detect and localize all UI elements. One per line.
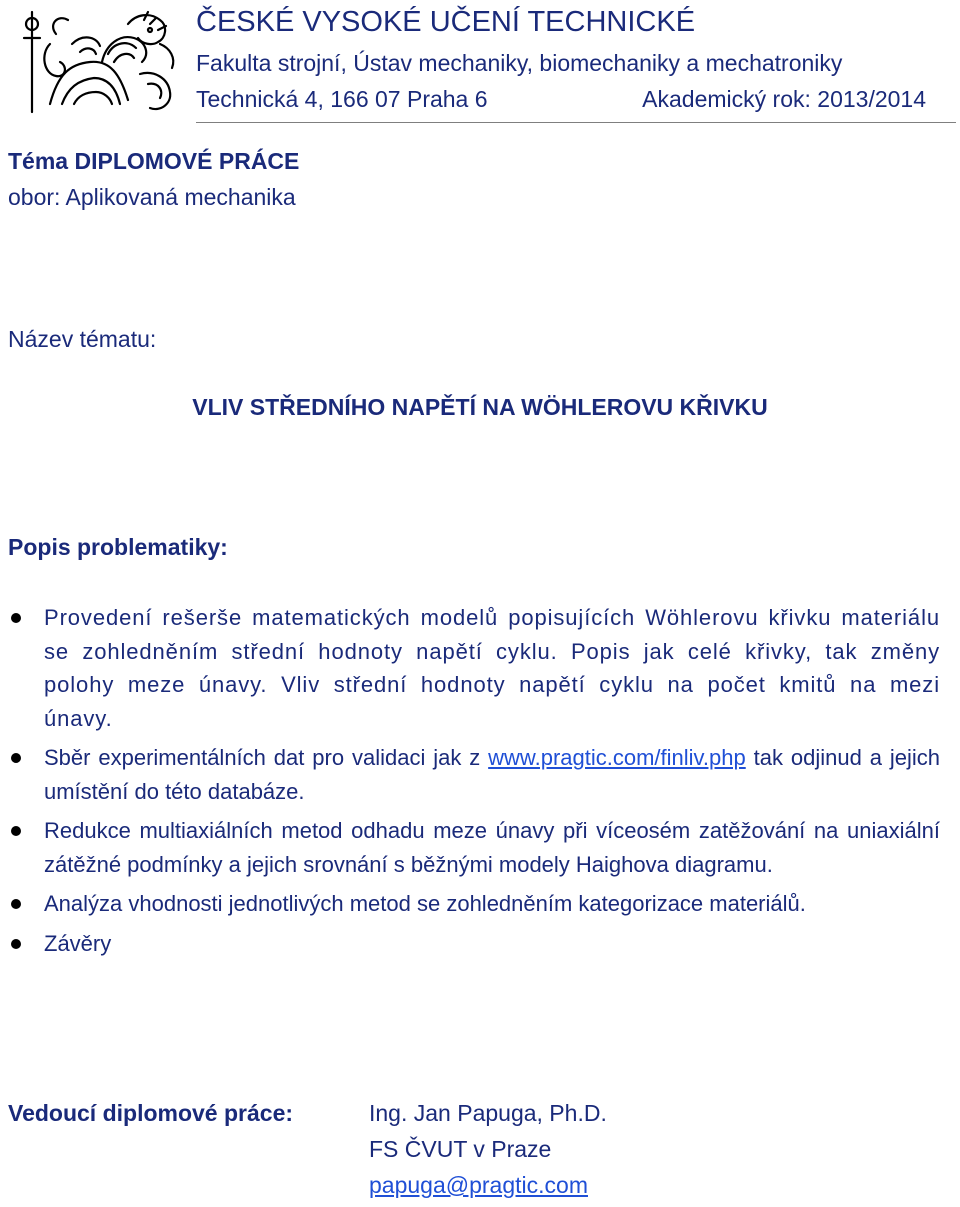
- address-line: [196, 86, 926, 113]
- supervisor-name: Ing. Jan Papuga, Ph.D.: [369, 1100, 607, 1126]
- description-list: [0, 601, 940, 960]
- bullet-icon: [11, 753, 21, 763]
- list-item: [0, 887, 940, 921]
- list-item: [0, 741, 940, 808]
- list-item: [0, 601, 940, 735]
- pragtic-link[interactable]: www.pragtic.com/finliv.php: [488, 745, 746, 770]
- list-item: [0, 814, 940, 881]
- topic-field: obor: Aplikovaná mechanika: [8, 184, 296, 210]
- list-item-text: Provedení rešerše matematických modelů popisujících Wöhlerovu křivku materiálu se zohledněním střední hodnoty napětí cyklu. Popis jak celé křivky, tak změny polohy meze únavy. Vliv střední hodnoty napětí cyklu na počet kmitů na mezi únavy.: [44, 605, 940, 731]
- header-divider: [196, 122, 956, 123]
- list-item-text: Redukce multiaxiálních metod odhadu meze únavy při víceosém zatěžování na uniaxiální zátěžné podmínky a jejich srovnání s běžnými modely Haighova diagramu.: [44, 818, 940, 877]
- supervisor-label: Vedoucí diplomové práce:: [8, 1100, 294, 1126]
- thesis-title: VLIV STŘEDNÍHO NAPĚTÍ NA WÖHLEROVU KŘIVKU: [192, 394, 768, 420]
- list-item-text: Sběr experimentálních dat pro validaci jak z: [44, 745, 489, 770]
- supervisor-institution: FS ČVUT v Praze: [369, 1136, 552, 1162]
- topic-title: Téma DIPLOMOVÉ PRÁCE: [8, 148, 300, 174]
- list-item-text: Analýza vhodnosti jednotlivých metod se zohledněním kategorizace materiálů.: [44, 891, 806, 916]
- academic-year: Akademický rok: 2013/2014: [642, 86, 926, 112]
- supervisor-email-link[interactable]: papuga@pragtic.com: [369, 1172, 588, 1198]
- address: Technická 4, 166 07 Praha 6: [196, 86, 488, 112]
- faculty-name: Fakulta strojní, Ústav mechaniky, biomechaniky a mechatroniky: [196, 50, 843, 76]
- university-lion-emblem-icon: [10, 4, 180, 116]
- list-item: [0, 927, 940, 961]
- bullet-icon: [11, 613, 21, 623]
- topic-name-label: Název tématu:: [8, 326, 157, 352]
- description-heading: Popis problematiky:: [8, 534, 228, 560]
- list-item-text: Závěry: [44, 930, 112, 956]
- bullet-icon: [11, 826, 21, 836]
- bullet-icon: [11, 899, 21, 909]
- university-name: ČESKÉ VYSOKÉ UČENÍ TECHNICKÉ: [196, 6, 696, 38]
- list-item-text: tak odjinud a jejich umístění do této databáze.: [44, 745, 940, 804]
- bullet-icon: [11, 939, 21, 949]
